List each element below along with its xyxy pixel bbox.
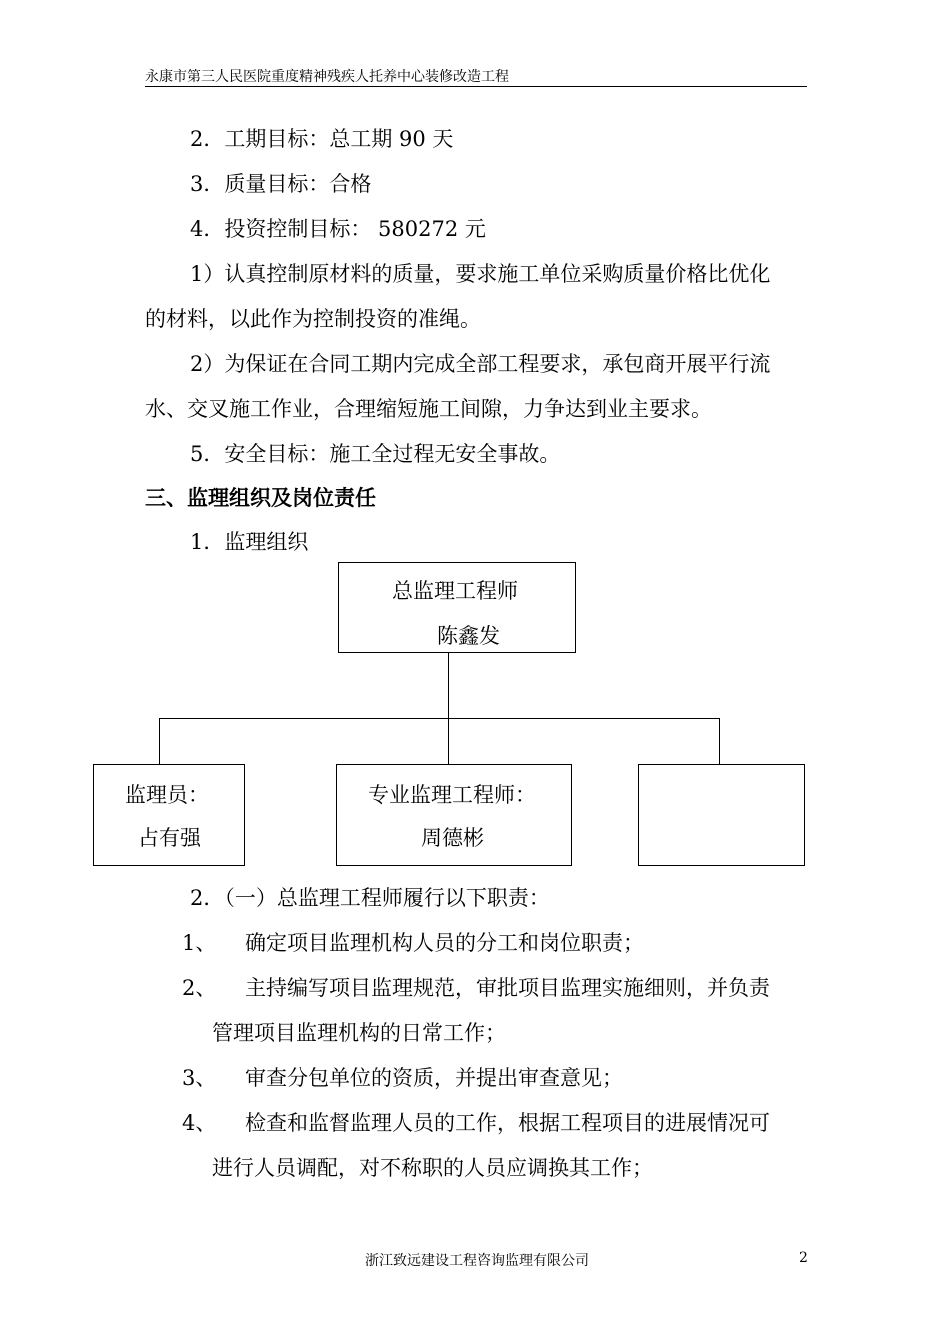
- safety-goal: 5．安全目标：施工全过程无安全事故。: [190, 442, 561, 466]
- org-connector-vertical: [448, 653, 449, 719]
- org-connector-horizontal: [159, 718, 720, 719]
- duties-intro: 2．（一）总监理工程师履行以下职责：: [190, 886, 550, 910]
- org-supervisor-role: 监理员：: [125, 783, 209, 807]
- duty-4-number: 4、: [182, 1111, 217, 1135]
- investment-goal: 4．投资控制目标： 580272 元: [190, 217, 486, 241]
- org-connector-left: [159, 718, 160, 765]
- page-header: 永康市第三人民医院重度精神残疾人托养中心装修改造工程: [145, 69, 509, 85]
- org-supervisor-name: 占有强: [138, 826, 201, 850]
- org-connector-middle: [448, 718, 449, 765]
- duty-3-number: 3、: [182, 1066, 217, 1090]
- duty-2-text-line2: 管理项目监理机构的日常工作；: [212, 1021, 506, 1045]
- quality-goal: 3．质量目标：合格: [190, 172, 372, 196]
- org-box-empty: [638, 764, 805, 866]
- footer-company: 浙江致远建设工程咨询监理有限公司: [365, 1253, 589, 1269]
- subheading-org: 1．监理组织: [190, 530, 309, 554]
- org-specialist-name: 周德彬: [421, 826, 484, 850]
- investment-item-1-line1: 1）认真控制原材料的质量，要求施工单位采购质量价格比优化: [190, 262, 771, 286]
- org-chief-role: 总监理工程师: [392, 579, 518, 603]
- page-number: 2: [799, 1250, 808, 1266]
- schedule-goal: 2．工期目标：总工期 90 天: [190, 127, 454, 151]
- duty-3-text: 审查分包单位的资质，并提出审查意见；: [245, 1066, 623, 1090]
- investment-item-1-line2: 的材料，以此作为控制投资的准绳。: [145, 307, 481, 331]
- org-chief-name: 陈鑫发: [437, 624, 500, 648]
- investment-item-2-line1: 2）为保证在合同工期内完成全部工程要求，承包商开展平行流: [190, 352, 771, 376]
- duty-2-text-line1: 主持编写项目监理规范，审批项目监理实施细则，并负责: [245, 976, 770, 1000]
- duty-4-text-line1: 检查和监督监理人员的工作，根据工程项目的进展情况可: [245, 1111, 770, 1135]
- section-heading: 三、监理组织及岗位责任: [145, 485, 376, 510]
- investment-item-2-line2: 水、交叉施工作业，合理缩短施工间隙，力争达到业主要求。: [145, 397, 712, 421]
- org-specialist-role: 专业监理工程师：: [368, 783, 536, 807]
- duty-2-number: 2、: [182, 976, 217, 1000]
- org-connector-right: [719, 718, 720, 765]
- header-rule: [145, 86, 807, 87]
- duty-1-text: 确定项目监理机构人员的分工和岗位职责；: [245, 931, 644, 955]
- duty-1-number: 1、: [182, 931, 217, 955]
- duty-4-text-line2: 进行人员调配，对不称职的人员应调换其工作；: [212, 1156, 653, 1180]
